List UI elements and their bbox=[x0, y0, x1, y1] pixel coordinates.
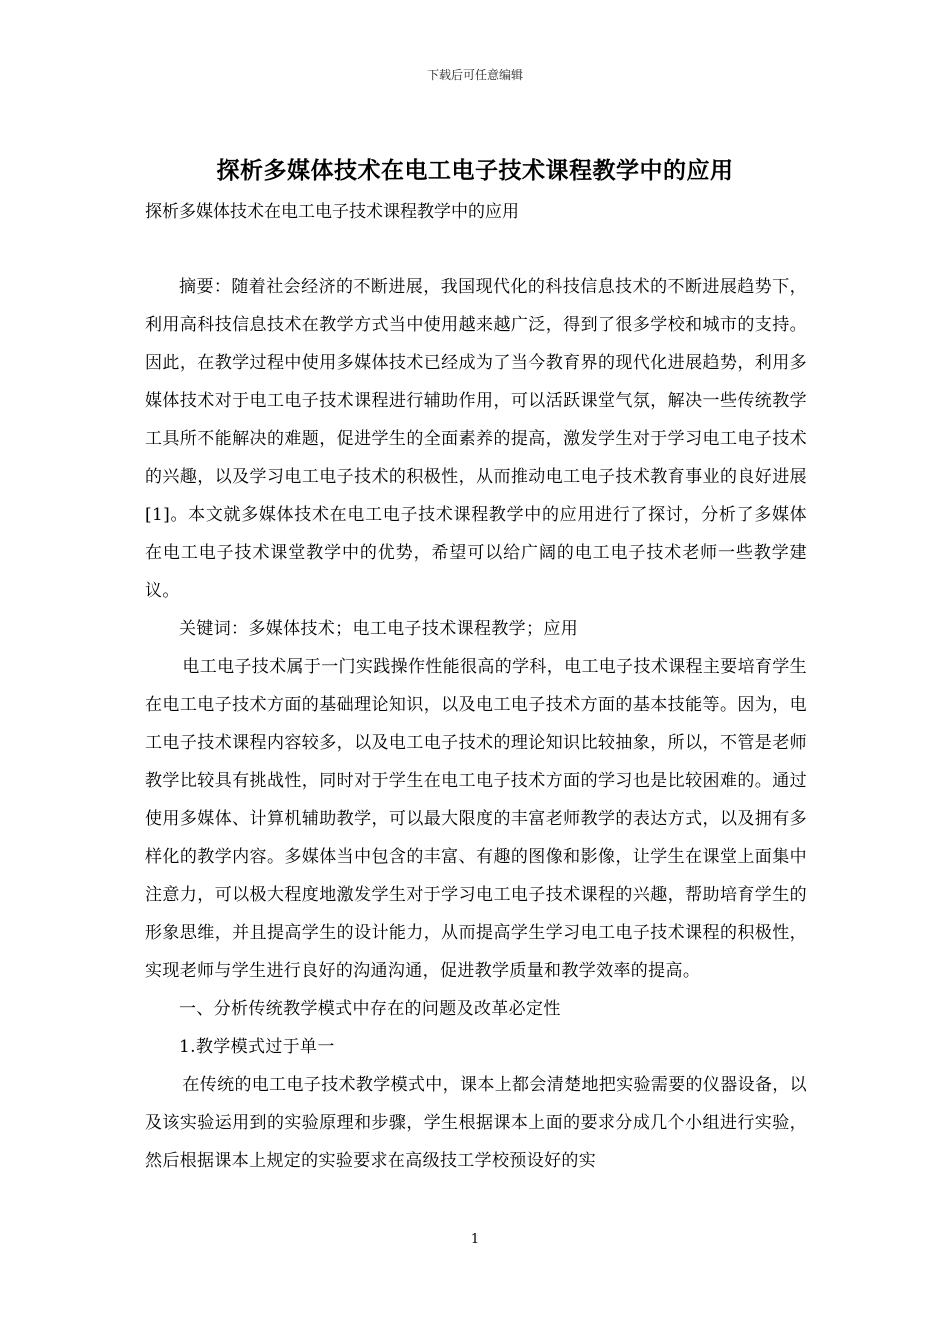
document-body bbox=[145, 268, 807, 1180]
subsection-heading: 1.教学模式过于单一 bbox=[179, 1037, 335, 1057]
keywords-paragraph: 关键词：多媒体技术；电工电子技术课程教学；应用 bbox=[179, 619, 579, 639]
document-subtitle: 探析多媒体技术在电工电子技术课程教学中的应用 bbox=[145, 202, 519, 222]
page-number: 1 bbox=[470, 1232, 480, 1247]
document-title: 探析多媒体技术在电工电子技术课程教学中的应用 bbox=[216, 157, 734, 184]
body-paragraph: 在传统的电工电子技术教学模式中，课本上都会清楚地把实验需要的仪器设备，以及该实验运用到的实验原理和步骤，学生根据课本上面的要求分成几个小组进行实验，然后根据课本上规定的实验要求在高级技工学校预设好的实 bbox=[145, 1075, 807, 1171]
section-heading: 一、分析传统教学模式中存在的问题及改革必定性 bbox=[179, 999, 561, 1019]
header-note: 下载后可任意编辑 bbox=[426, 68, 523, 82]
abstract-paragraph: 摘要：随着社会经济的不断进展，我国现代化的科技信息技术的不断进展趋势下，利用高科技信息技术在教学方式当中使用越来越广泛，得到了很多学校和城市的支持。因此，在教学过程中使用多媒体技术已经成为了当今教育界的现代化进展趋势，利用多媒体技术对于电工电子技术课程进行辅助作用，可以活跃课堂气氛，解决一些传统教学工具所不能解决的难题，促进学生的全面素养的提高，激发学生对于学习电工电子技术的兴趣，以及学习电工电子技术的积极性，从而推动电工电子技术教育事业的良好进展[1]。本文就多媒体技术在电工电子技术课程教学中的应用进行了探讨，分析了多媒体在电工电子技术课堂教学中的优势，希望可以给广阔的电工电子技术老师一些教学建议。 bbox=[145, 277, 807, 601]
intro-paragraph: 电工电子技术属于一门实践操作性能很高的学科，电工电子技术课程主要培育学生在电工电子技术方面的基础理论知识，以及电工电子技术方面的基本技能等。因为，电工电子技术课程内容较多，以及电工电子技术的理论知识比较抽象，所以，不管是老师教学比较具有挑战性，同时对于学生在电工电子技术方面的学习也是比较困难的。通过使用多媒体、计算机辅助教学，可以最大限度的丰富老师教学的表达方式，以及拥有多样化的教学内容。多媒体当中包含的丰富、有趣的图像和影像，让学生在课堂上面集中注意力，可以极大程度地激发学生对于学习电工电子技术课程的兴趣，帮助培育学生的形象思维，并且提高学生的设计能力，从而提高学生学习电工电子技术课程的积极性，实现老师与学生进行良好的沟通沟通，促进教学质量和教学效率的提高。 bbox=[145, 657, 807, 981]
